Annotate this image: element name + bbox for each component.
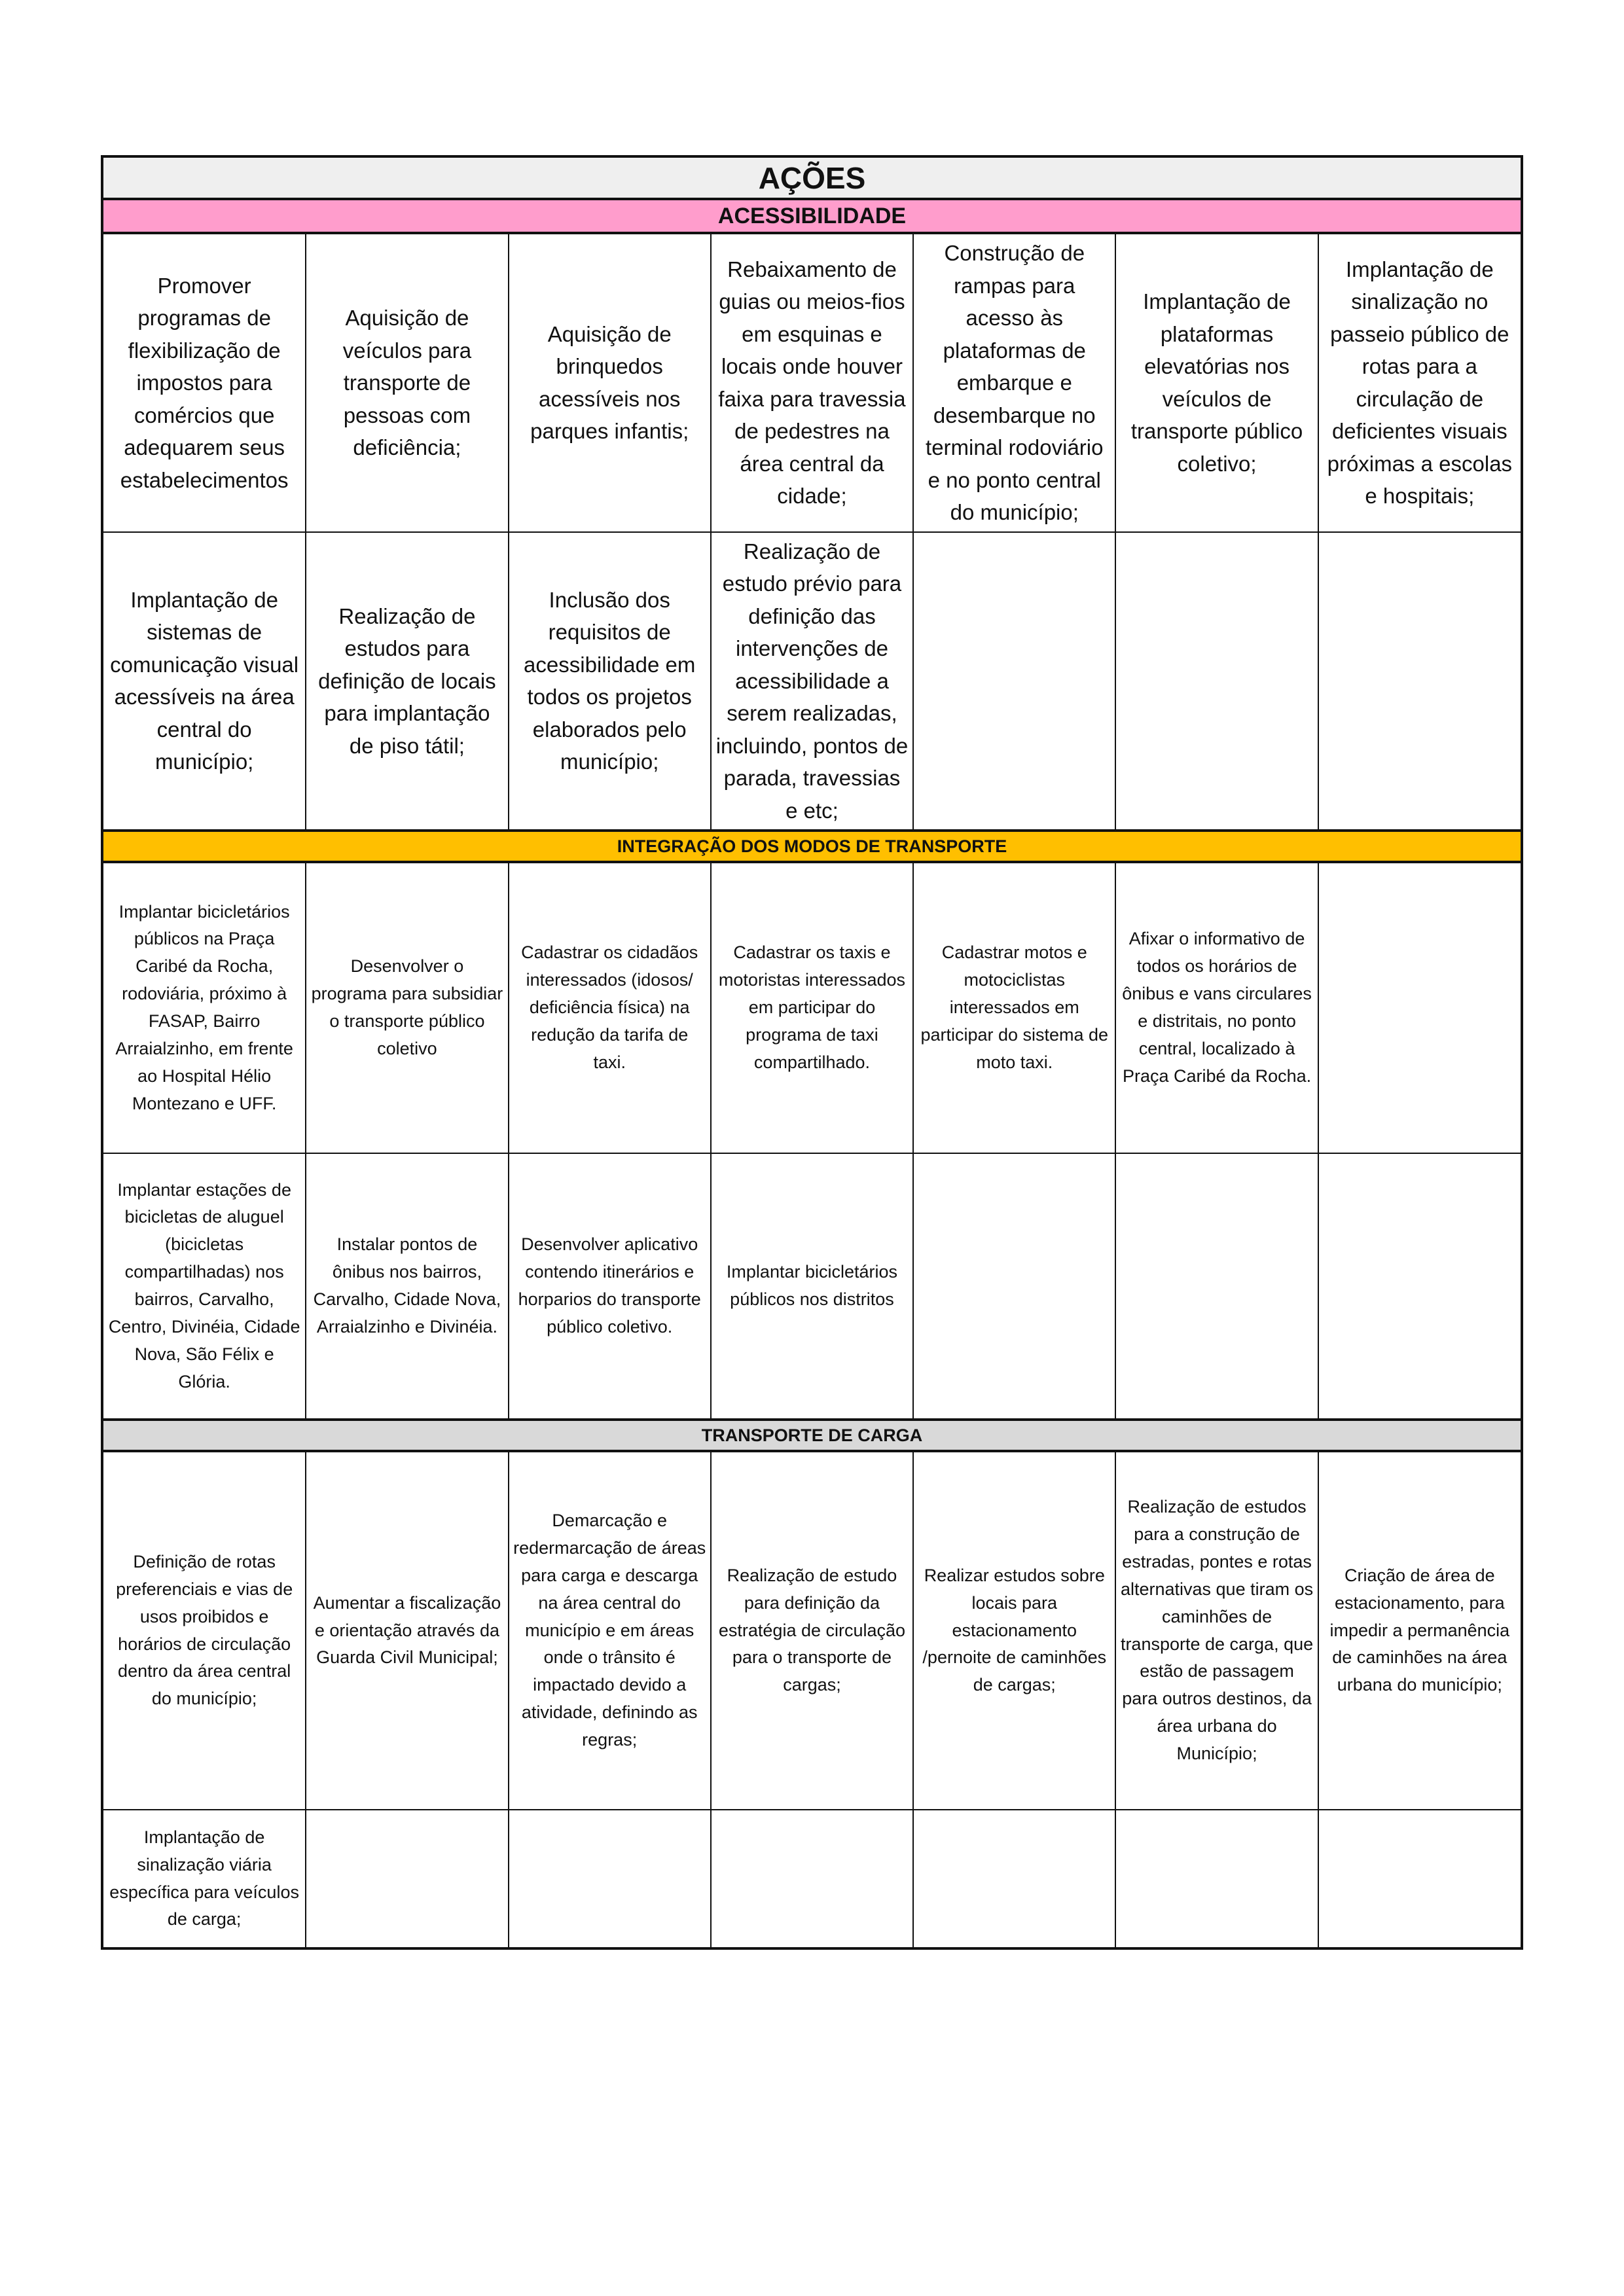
table-row: [103, 1810, 1521, 1947]
table-cell: Realização de estudo prévio para definição das intervenções de acessibilidade a serem realizadas, incluindo, pontos de parada, travessias e etc;: [711, 532, 913, 830]
table-cell: [1318, 1153, 1521, 1418]
table-cell: [913, 1153, 1115, 1418]
table-cell: Criação de área de estacionamento, para impedir a permanência de caminhões na área urbana do município;: [1318, 1452, 1521, 1810]
table-cell: Aquisição de brinquedos acessíveis nos parques infantis;: [509, 234, 711, 532]
table-row: [103, 1452, 1521, 1810]
table-cell: Aquisição de veículos para transporte de pessoas com deficiência;: [306, 234, 508, 532]
table-row: [103, 532, 1521, 830]
table-cell: [1318, 863, 1521, 1153]
section-heading-integracao: INTEGRAÇÃO DOS MODOS DE TRANSPORTE: [103, 829, 1521, 863]
table-cell: [913, 1810, 1115, 1947]
table-cell: Implantação de sinalização viária específica para veículos de carga;: [103, 1810, 306, 1947]
acessibilidade-grid: [103, 234, 1521, 829]
table-cell: Afixar o informativo de todos os horários de ônibus e vans circulares e distritais, no ponto central, localizado à Praça Caribé da Rocha.: [1115, 863, 1318, 1153]
table-cell: Implantação de sistemas de comunicação visual acessíveis na área central do município;: [103, 532, 306, 830]
table-cell: [1115, 1810, 1318, 1947]
table-cell: Cadastrar os cidadãos interessados (idosos/ deficiência física) na redução da tarifa de taxi.: [509, 863, 711, 1153]
section-heading-acessibilidade: ACESSIBILIDADE: [103, 200, 1521, 234]
carga-grid: [103, 1452, 1521, 1947]
table-cell: [913, 532, 1115, 830]
table-cell: Rebaixamento de guias ou meios-fios em esquinas e locais onde houver faixa para travessia de pedestres na área central da cidade;: [711, 234, 913, 532]
table-cell: Realização de estudos para a construção de estradas, pontes e rotas alternativas que tiram os caminhões de transporte de carga, que estão de passagem para outros destinos, da área urbana do Município;: [1115, 1452, 1318, 1810]
table-cell: [1318, 532, 1521, 830]
table-row: [103, 863, 1521, 1153]
table-cell: Cadastrar motos e motociclistas interessados em participar do sistema de moto taxi.: [913, 863, 1115, 1153]
table-cell: [509, 1810, 711, 1947]
table-cell: Promover programas de flexibilização de impostos para comércios que adequarem seus estabelecimentos: [103, 234, 306, 532]
table-cell: Implantação de sinalização no passeio público de rotas para a circulação de deficientes visuais próximas a escolas e hospitais;: [1318, 234, 1521, 532]
actions-table: [101, 155, 1523, 1950]
table-cell: Realização de estudo para definição da estratégia de circulação para o transporte de cargas;: [711, 1452, 913, 1810]
table-cell: [1115, 532, 1318, 830]
table-cell: Demarcação e redermarcação de áreas para carga e descarga na área central do município e em áreas onde o trânsito é impactado devido a atividade, definindo as regras;: [509, 1452, 711, 1810]
table-cell: [306, 1810, 508, 1947]
table-cell: Cadastrar os taxis e motoristas interessados em participar do programa de taxi compartilhado.: [711, 863, 913, 1153]
section-heading-carga: TRANSPORTE DE CARGA: [103, 1418, 1521, 1452]
table-cell: Instalar pontos de ônibus nos bairros, Carvalho, Cidade Nova, Arraialzinho e Divinéia.: [306, 1153, 508, 1418]
table-cell: [711, 1810, 913, 1947]
table-title: AÇÕES: [103, 158, 1521, 200]
table-cell: Inclusão dos requisitos de acessibilidade em todos os projetos elaborados pelo município;: [509, 532, 711, 830]
table-row: [103, 1153, 1521, 1418]
table-cell: Construção de rampas para acesso às plataformas de embarque e desembarque no terminal rodoviário e no ponto central do município;: [913, 234, 1115, 532]
table-cell: [1115, 1153, 1318, 1418]
table-cell: [1318, 1810, 1521, 1947]
table-row: [103, 234, 1521, 532]
table-cell: Definição de rotas preferenciais e vias de usos proibidos e horários de circulação dentro da área central do município;: [103, 1452, 306, 1810]
table-cell: Implantação de plataformas elevatórias nos veículos de transporte público coletivo;: [1115, 234, 1318, 532]
table-cell: Implantar bicicletários públicos na Praça Caribé da Rocha, rodoviária, próximo à FASAP, Bairro Arraialzinho, em frente ao Hospital Hélio Montezano e UFF.: [103, 863, 306, 1153]
table-cell: Desenvolver aplicativo contendo itinerários e horparios do transporte público coletivo.: [509, 1153, 711, 1418]
table-cell: Aumentar a fiscalização e orientação através da Guarda Civil Municipal;: [306, 1452, 508, 1810]
table-cell: Desenvolver o programa para subsidiar o transporte público coletivo: [306, 863, 508, 1153]
table-cell: Implantar estações de bicicletas de aluguel (bicicletas compartilhadas) nos bairros, Carvalho, Centro, Divinéia, Cidade Nova, São Félix e Glória.: [103, 1153, 306, 1418]
table-cell: Realização de estudos para definição de locais para implantação de piso tátil;: [306, 532, 508, 830]
table-cell: Realizar estudos sobre locais para estacionamento /pernoite de caminhões de cargas;: [913, 1452, 1115, 1810]
table-cell: Implantar bicicletários públicos nos distritos: [711, 1153, 913, 1418]
integracao-grid: [103, 863, 1521, 1418]
